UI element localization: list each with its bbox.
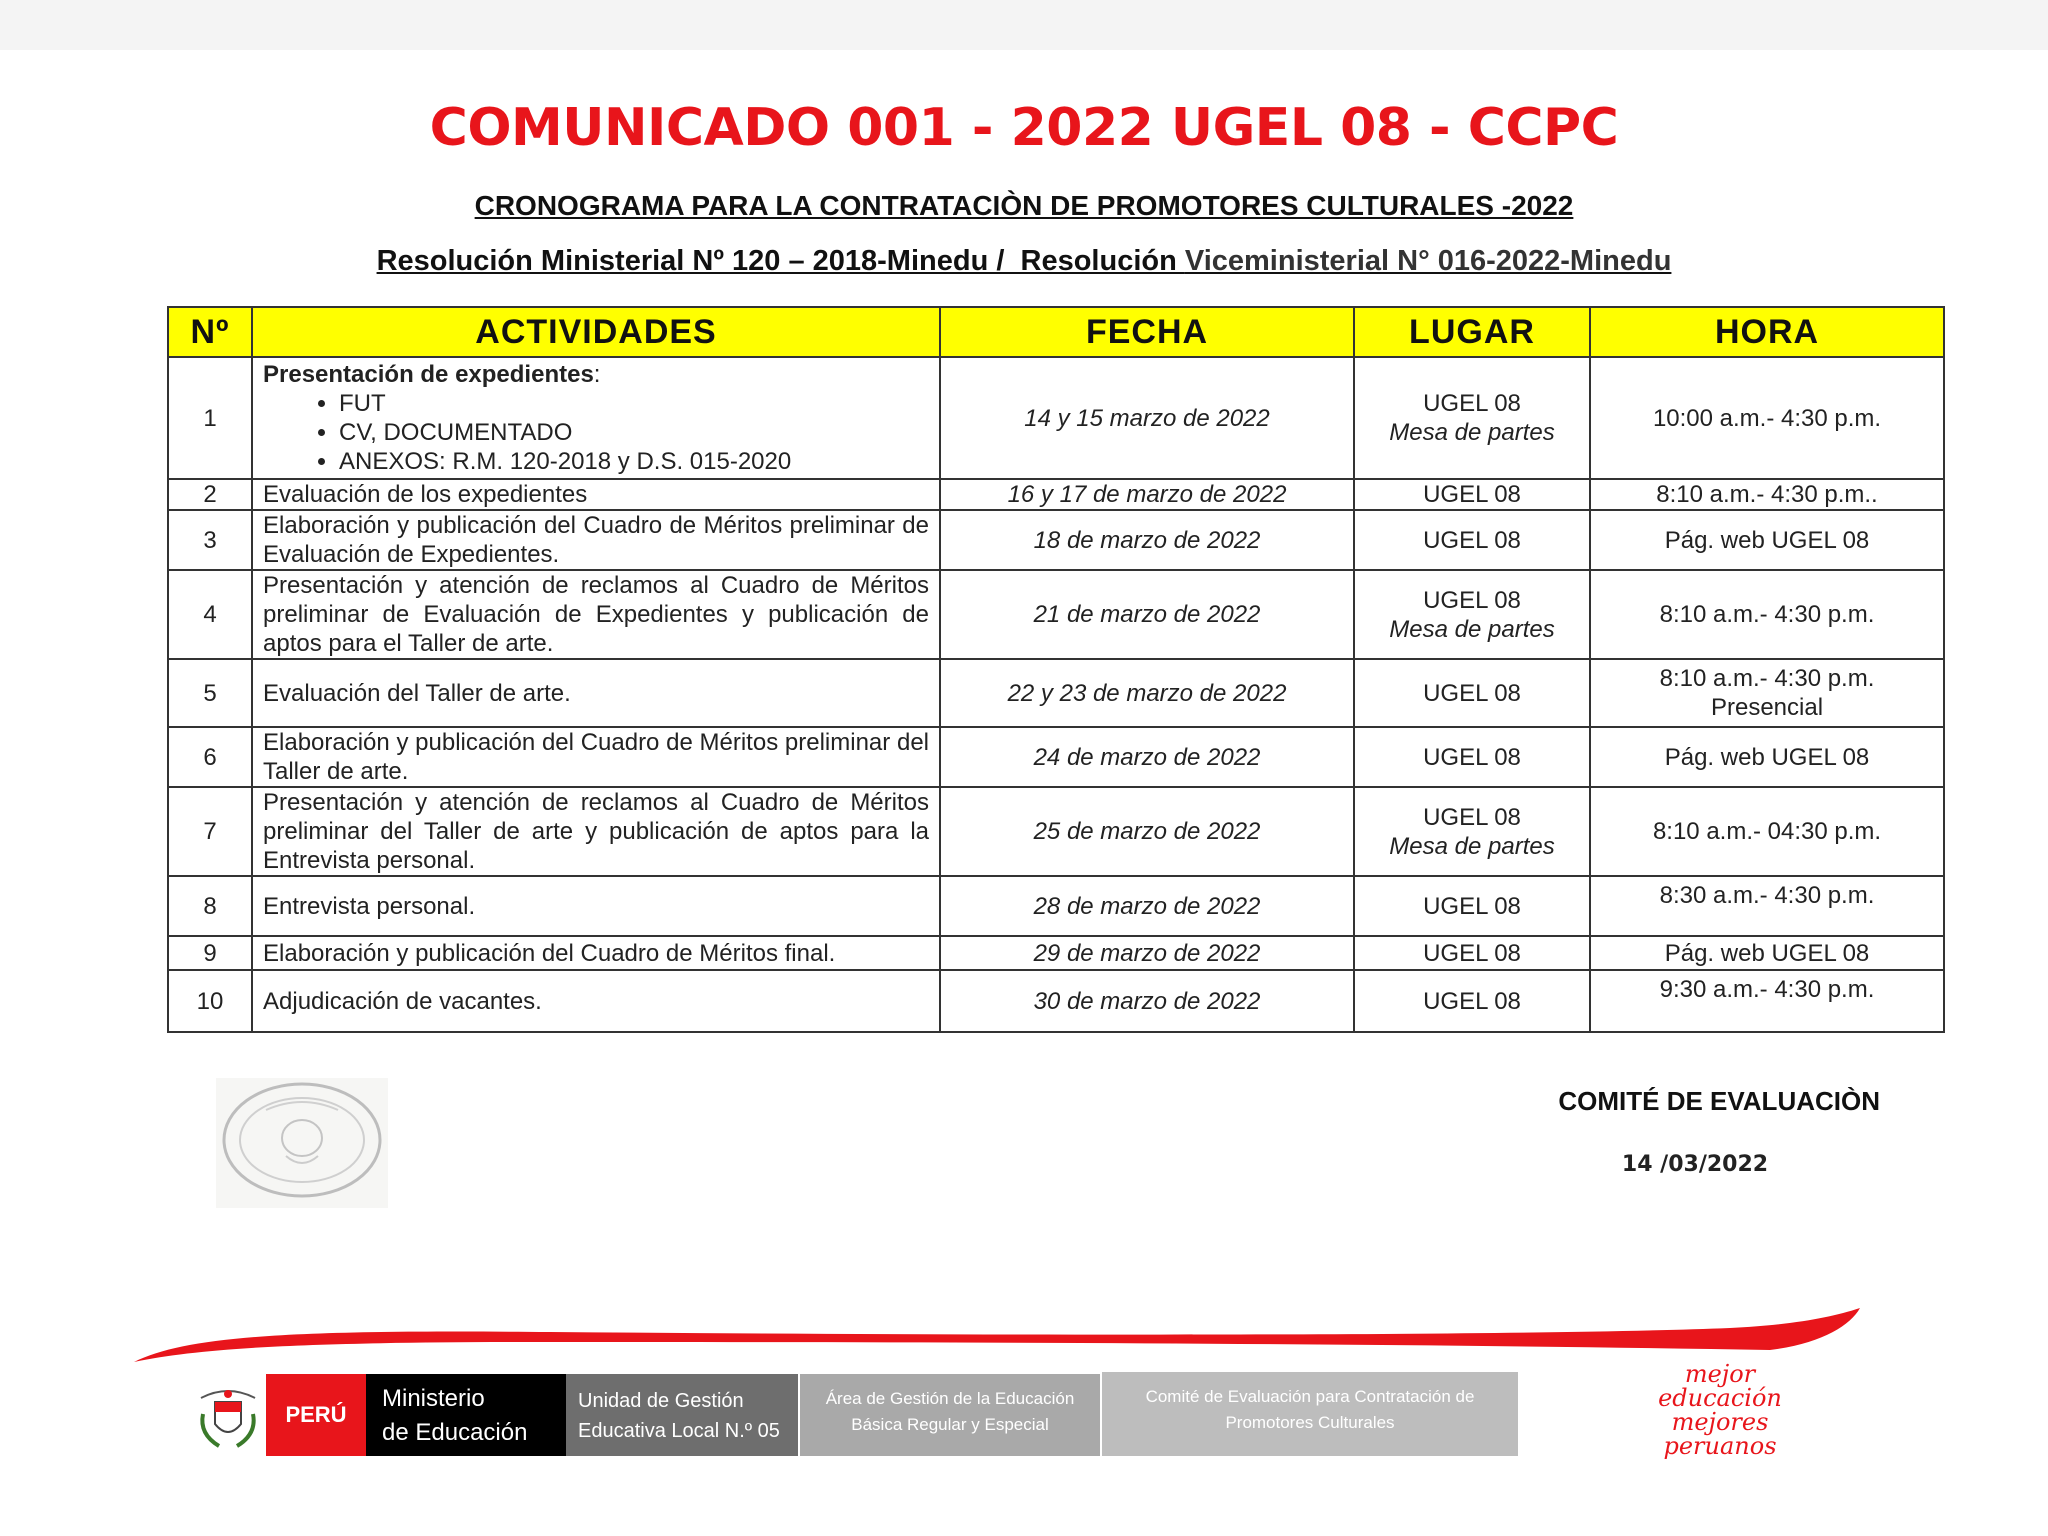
footer-ministerio xyxy=(366,1374,566,1456)
table-row xyxy=(168,357,1944,479)
cell-place: UGEL 08 xyxy=(1354,659,1590,727)
cell-time: 8:10 a.m.- 04:30 p.m. xyxy=(1590,787,1944,876)
footer-comite-line1: Comité de Evaluación para Contratación de xyxy=(1145,1387,1475,1406)
cell-activity: Elaboración y publicación del Cuadro de Méritos preliminar del Taller de arte. xyxy=(252,727,940,787)
cell-time: 8:10 a.m.- 4:30 p.m. xyxy=(1590,570,1944,659)
cell-place: UGEL 08 xyxy=(1354,479,1590,510)
cell-time: 8:30 a.m.- 4:30 p.m. xyxy=(1590,876,1944,936)
header-number: Nº xyxy=(168,307,252,357)
cell-activity xyxy=(252,357,940,479)
header-date: FECHA xyxy=(940,307,1354,357)
cell-number: 6 xyxy=(168,727,252,787)
committee-signature: COMITÉ DE EVALUACIÒN xyxy=(1558,1086,1880,1116)
cell-number: 3 xyxy=(168,510,252,570)
cell-date: 30 de marzo de 2022 xyxy=(940,970,1354,1032)
table-row xyxy=(168,787,1944,876)
cell-number: 4 xyxy=(168,570,252,659)
cell-number: 7 xyxy=(168,787,252,876)
resolution-line xyxy=(0,245,2048,278)
cell-time: Pág. web UGEL 08 xyxy=(1590,510,1944,570)
slogan-word: peruanos xyxy=(1663,1432,1777,1460)
cell-date: 29 de marzo de 2022 xyxy=(940,936,1354,970)
cell-date: 24 de marzo de 2022 xyxy=(940,727,1354,787)
header-activities: ACTIVIDADES xyxy=(252,307,940,357)
top-bar xyxy=(0,0,2048,50)
cell-number: 2 xyxy=(168,479,252,510)
cell-place xyxy=(1354,570,1590,659)
list-item: • CV, DOCUMENTADO xyxy=(339,418,929,447)
cell-time: 8:10 a.m.- 4:30 p.m.. xyxy=(1590,479,1944,510)
cell-activity: Elaboración y publicación del Cuadro de Méritos preliminar de Evaluación de Expedientes. xyxy=(252,510,940,570)
table-row xyxy=(168,659,1944,727)
resolution-part-2: Viceministerial N° 016-2022-Minedu xyxy=(1184,245,1672,277)
place-detail: Mesa de partes xyxy=(1389,419,1555,446)
signature-date: 14 /03/2022 xyxy=(1621,1152,1769,1177)
table-row xyxy=(168,936,1944,970)
time-mode: Presencial xyxy=(1710,694,1824,721)
cell-date: 16 y 17 de marzo de 2022 xyxy=(940,479,1354,510)
cell-activity: Entrevista personal. xyxy=(252,876,940,936)
cell-number: 10 xyxy=(168,970,252,1032)
cell-date: 28 de marzo de 2022 xyxy=(940,876,1354,936)
cell-place: UGEL 08 xyxy=(1354,936,1590,970)
slogan-word: mejor xyxy=(1684,1360,1756,1388)
place-name: UGEL 08 xyxy=(1423,390,1521,417)
activity-title: Presentación de expedientes xyxy=(263,361,594,388)
place-detail: Mesa de partes xyxy=(1389,832,1555,860)
cell-time: 9:30 a.m.- 4:30 p.m. xyxy=(1590,970,1944,1032)
page-title: COMUNICADO 001 - 2022 UGEL 08 - CCPC xyxy=(429,98,1619,158)
cell-time: Pág. web UGEL 08 xyxy=(1590,936,1944,970)
cell-time: Pág. web UGEL 08 xyxy=(1590,727,1944,787)
cell-place xyxy=(1354,357,1590,479)
table-row xyxy=(168,479,1944,510)
footer-area xyxy=(800,1374,1100,1456)
cell-place: UGEL 08 xyxy=(1354,727,1590,787)
place-name: UGEL 08 xyxy=(1423,586,1521,614)
cell-place xyxy=(1354,787,1590,876)
cell-place: UGEL 08 xyxy=(1354,970,1590,1032)
table-row xyxy=(168,510,1944,570)
schedule-table xyxy=(167,306,1945,1033)
cell-activity: Presentación y atención de reclamos al Cuadro de Méritos preliminar de Evaluación de Expedientes y publicación de aptos para el Taller de arte. xyxy=(252,570,940,659)
footer-peru: PERÚ xyxy=(266,1374,366,1456)
list-item: • FUT xyxy=(339,389,929,418)
cell-date: 22 y 23 de marzo de 2022 xyxy=(940,659,1354,727)
official-seal-icon xyxy=(216,1078,388,1208)
cell-date: 14 y 15 marzo de 2022 xyxy=(940,357,1354,479)
cell-time: 10:00 a.m.- 4:30 p.m. xyxy=(1590,357,1944,479)
time-range: 8:10 a.m.- 4:30 p.m. xyxy=(1659,665,1875,692)
cell-activity: Elaboración y publicación del Cuadro de Méritos final. xyxy=(252,936,940,970)
footer-ministerio-line1: Ministerio xyxy=(382,1385,485,1412)
table-row xyxy=(168,727,1944,787)
cell-activity: Adjudicación de vacantes. xyxy=(252,970,940,1032)
place-detail: Mesa de partes xyxy=(1389,615,1555,643)
cell-activity: Presentación y atención de reclamos al Cuadro de Méritos preliminar del Taller de arte y publicación de aptos para la Entrevista personal. xyxy=(252,787,940,876)
resolution-part-1: Resolución Ministerial Nº 120 – 2018-Minedu / Resolución xyxy=(376,245,1185,277)
footer-area-line2: Básica Regular y Especial xyxy=(851,1415,1049,1434)
footer-swoosh xyxy=(130,1300,1870,1380)
page-subtitle: CRONOGRAMA PARA LA CONTRATACIÒN DE PROMOTORES CULTURALES -2022 xyxy=(474,190,1574,221)
table-row xyxy=(168,876,1944,936)
place-name: UGEL 08 xyxy=(1423,803,1521,831)
cell-place: UGEL 08 xyxy=(1354,510,1590,570)
cell-number: 1 xyxy=(168,357,252,479)
header-place: LUGAR xyxy=(1354,307,1590,357)
footer-ugel xyxy=(566,1374,798,1456)
cell-date: 21 de marzo de 2022 xyxy=(940,570,1354,659)
cell-number: 8 xyxy=(168,876,252,936)
slogan-logo xyxy=(1650,1362,1790,1458)
cell-date: 25 de marzo de 2022 xyxy=(940,787,1354,876)
table-row xyxy=(168,970,1944,1032)
cell-time xyxy=(1590,659,1944,727)
footer-ugel-line2: Educativa Local N.º 05 xyxy=(578,1420,780,1442)
activity-title-suffix: : xyxy=(593,361,601,388)
cell-date: 18 de marzo de 2022 xyxy=(940,510,1354,570)
footer-comite xyxy=(1102,1372,1518,1456)
footer-comite-line2: Promotores Culturales xyxy=(1225,1413,1395,1432)
cell-number: 5 xyxy=(168,659,252,727)
list-item: • ANEXOS: R.M. 120-2018 y D.S. 015-2020 xyxy=(339,447,929,476)
slogan-word: mejores xyxy=(1671,1408,1769,1436)
table-header-row xyxy=(168,307,1944,357)
cell-activity: Evaluación del Taller de arte. xyxy=(252,659,940,727)
footer-area-line1: Área de Gestión de la Educación xyxy=(825,1389,1075,1408)
header-time: HORA xyxy=(1590,307,1944,357)
footer-ministerio-line2: de Educación xyxy=(382,1419,528,1446)
footer-ugel-line1: Unidad de Gestión xyxy=(578,1390,744,1412)
activity-bullet-list xyxy=(263,389,929,476)
peru-coat-of-arms-icon xyxy=(195,1384,261,1454)
table-row xyxy=(168,570,1944,659)
slogan-word: educación xyxy=(1658,1384,1782,1412)
cell-activity: Evaluación de los expedientes xyxy=(252,479,940,510)
cell-number: 9 xyxy=(168,936,252,970)
cell-place: UGEL 08 xyxy=(1354,876,1590,936)
